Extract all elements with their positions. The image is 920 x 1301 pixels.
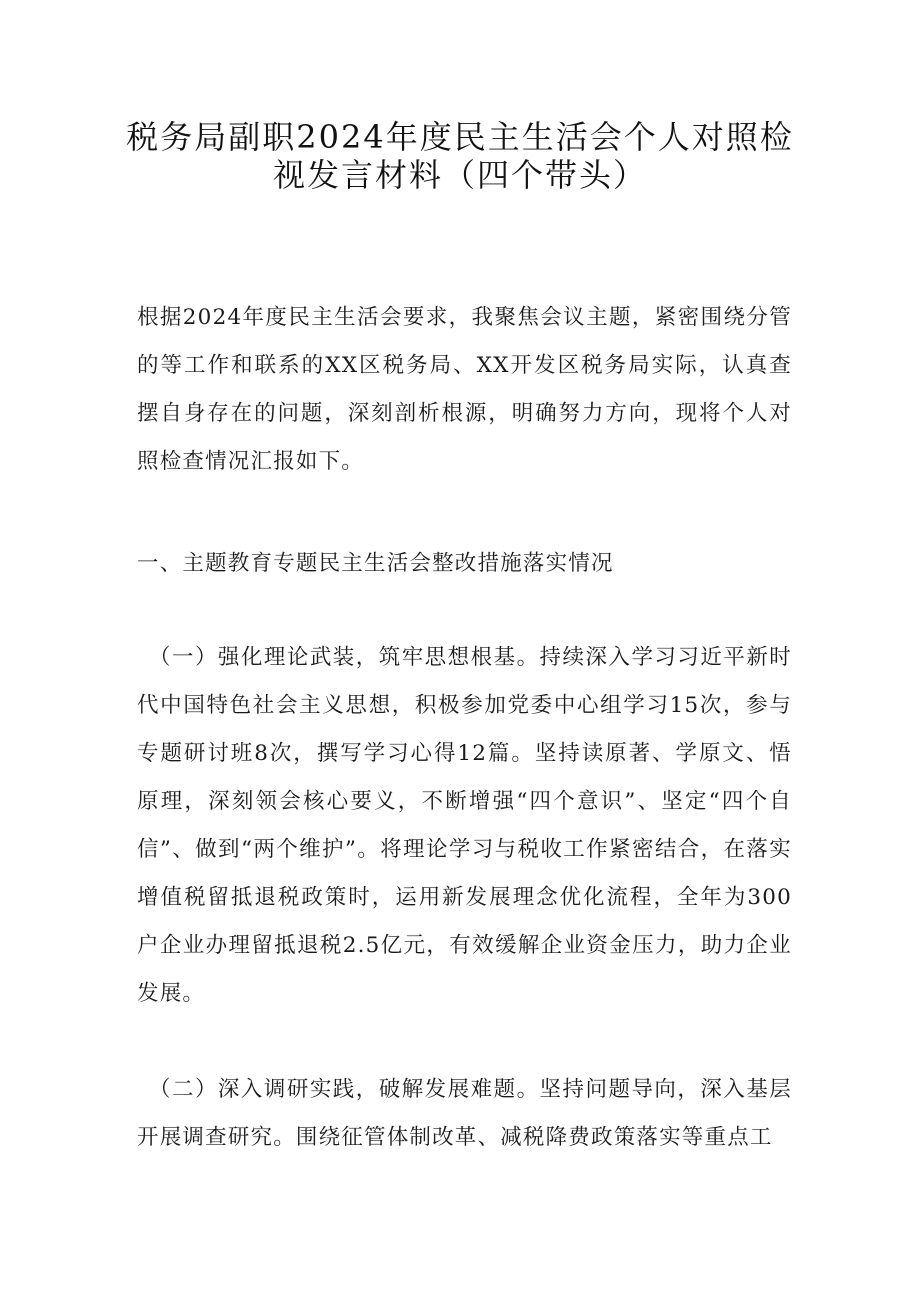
- document-title-line-2: 视发言材料（四个带头）: [272, 156, 647, 194]
- subsection-1-paragraph: （一）强化理论武装，筑牢思想根基。持续深入学习习近平新时代中国特色社会主义思想，积极参加党委中心组学习15次，参与专题研讨班8次，撰写学习心得12篇。坚持读原著、学原文、悟原理，深刻领会核心要义，不断增强“四个意识”、坚定“四个自信”、做到“两个维护”。将理论学习与税收工作紧密结合，在落实增值税留抵退税政策时，运用新发展理念优化流程，全年为300户企业办理留抵退税2.5亿元，有效缓解企业资金压力，助力企业发展。: [137, 645, 792, 1006]
- subsection-2-paragraph: （二）深入调研实践，破解发展难题。坚持问题导向，深入基层开展调查研究。围绕征管体制改革、减税降费政策落实等重点工: [137, 1077, 792, 1150]
- intro-paragraph: 根据2024年度民主生活会要求，我聚焦会议主题，紧密围绕分管的等工作和联系的XX区税务局、XX开发区税务局实际，认真查摆自身存在的问题，深刻剖析根源，明确努力方向，现将个人对照检查情况汇报如下。: [137, 305, 792, 474]
- document-title-line-1: 税务局副职2024年度民主生活会个人对照检: [126, 118, 794, 156]
- section-heading-1: 一、主题教育专题民主生活会整改措施落实情况: [137, 551, 614, 576]
